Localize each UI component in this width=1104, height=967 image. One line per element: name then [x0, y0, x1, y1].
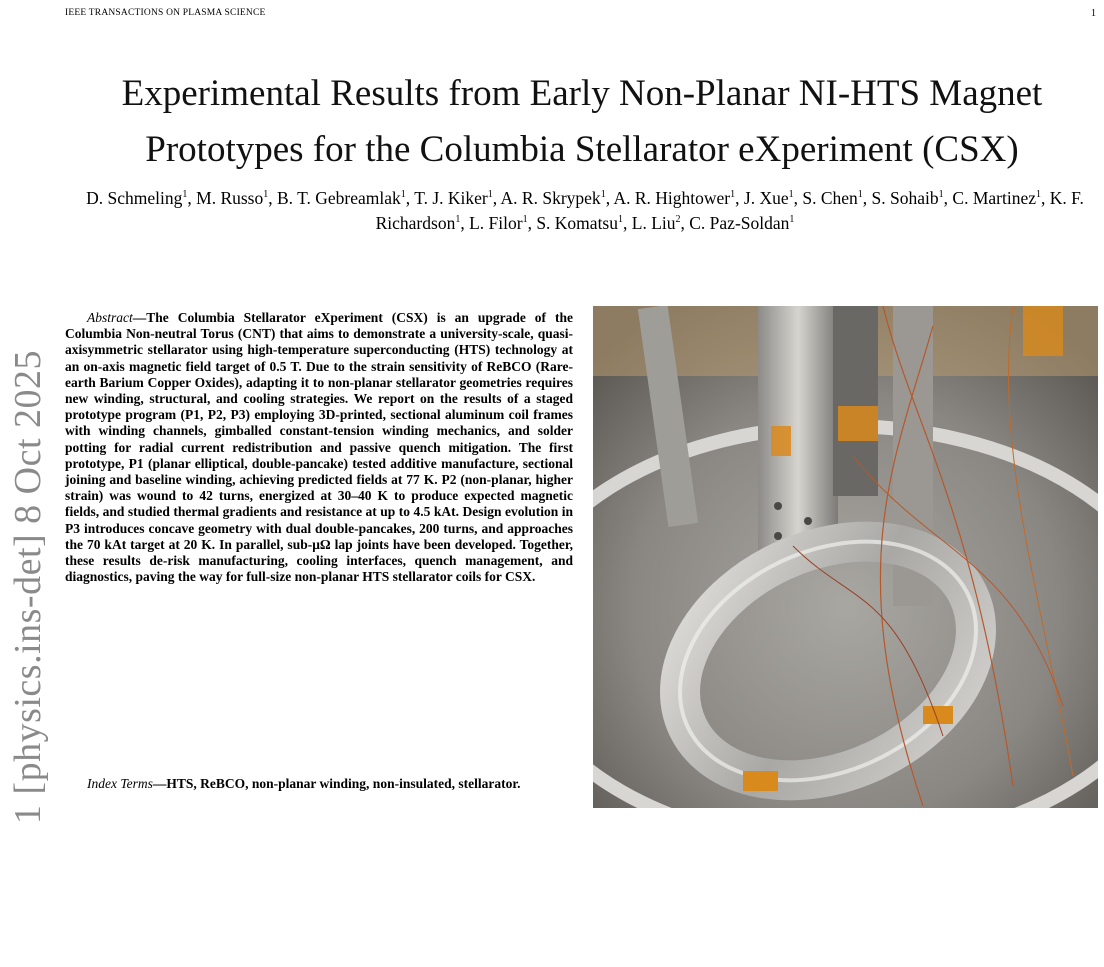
- author-affiliation: 1: [600, 189, 606, 201]
- author: [689, 213, 794, 233]
- bolt-2: [774, 532, 782, 540]
- author: [613, 188, 735, 208]
- author-name: B. T. Gebreamlak: [277, 188, 401, 208]
- author: [196, 188, 268, 208]
- author: [414, 188, 493, 208]
- author-affiliation: 1: [522, 214, 528, 226]
- author-affiliation: 1: [789, 214, 795, 226]
- author-affiliation: 1: [730, 189, 736, 201]
- abstract-dash: —: [132, 310, 147, 325]
- author: [872, 188, 944, 208]
- author: [632, 213, 681, 233]
- author: [501, 188, 606, 208]
- author-name: M. Russo: [196, 188, 264, 208]
- index-terms-text: HTS, ReBCO, non-planar winding, non-insulated, stellarator.: [166, 776, 521, 791]
- author-name: L. Filor: [469, 213, 523, 233]
- author-affiliation: 1: [938, 189, 944, 201]
- author-affiliation: 1: [788, 189, 794, 201]
- author-name: A. R. Hightower: [613, 188, 731, 208]
- photo-illustration: [593, 306, 1098, 808]
- title-line-2: Prototypes for the Columbia Stellarator eXperiment (CSX): [145, 129, 1019, 170]
- author-affiliation: 1: [400, 189, 406, 201]
- author-name: C. Martinez: [952, 188, 1036, 208]
- author: [469, 213, 527, 233]
- index-terms-heading: Index Terms: [87, 776, 153, 791]
- author-name: S. Sohaib: [871, 188, 939, 208]
- author-affiliation: 1: [182, 189, 188, 201]
- paper-title: [60, 66, 1104, 178]
- running-head: IEEE TRANSACTIONS ON PLASMA SCIENCE: [65, 8, 266, 18]
- current-lead-bar: [833, 306, 878, 496]
- kapton-tape-2: [838, 406, 878, 441]
- index-terms-dash: —: [152, 776, 167, 791]
- page-number: 1: [1091, 8, 1096, 19]
- author: [277, 188, 406, 208]
- author: [536, 213, 623, 233]
- kapton-tape-1: [771, 426, 791, 456]
- arxiv-stamp: 1 [physics.ins-det] 8 Oct 2025: [7, 349, 49, 825]
- author-affiliation: 1: [1036, 189, 1041, 201]
- author-name: K. F. Richardson: [375, 188, 1084, 233]
- author: [802, 188, 862, 208]
- kapton-tape-3: [743, 771, 778, 791]
- author: [744, 188, 794, 208]
- author-affiliation: 1: [263, 189, 269, 201]
- abstract-heading: Abstract: [87, 310, 133, 325]
- kapton-tape-5: [1023, 306, 1063, 356]
- title-line-1: Experimental Results from Early Non-Planar NI-HTS Magnet: [121, 73, 1043, 114]
- author-affiliation: 1: [618, 214, 623, 226]
- bolt-1: [774, 502, 782, 510]
- abstract-text: The Columbia Stellarator eXperiment (CSX) is an upgrade of the Columbia Non-neutral Torus (CNT) that aims to demonstrate a university-scale, quasi-axisymmetric stellarator using high-temperature superconducting (HTS) technology at an on-axis magnetic field target of 0.5 T. Due to the strain sensitivity of ReBCO (Rare-earth Barium Copper Oxides), adapting it to non-planar stellarator geometries requires new winding, structural, and cooling strategies. We report on the results of a staged prototype program (P1, P2, P3) employing 3D-printed, sectional aluminum coil frames with winding channels, gimballed constant-tension winding mechanics, and solder potting for radial current redistribution and passive quench mitigation. The first prototype, P1 (planar elliptical, double-pancake) tested additive manufacture, sectional joining and baseline winding, achieving predicted fields at 77 K. P2 (non-planar, higher strain) was wound to 42 turns, energized at 30–40 K to produce expected magnetic fields, and studied thermal gradients and resistance at up to 4.5 kAt. Design evolution in P3 introduces concave geometry with dual double-pancakes, 200 turns, and approaches the 70 kAt target at 20 K. In parallel, sub-μΩ lap joints have been developed. Together, these results de-risk manufacturing, cooling interfaces, quench management, and diagnostics, paving the way for full-size non-planar HTS stellarator coils for CSX.: [65, 310, 573, 585]
- index-terms: [65, 776, 573, 792]
- author-affiliation: 2: [675, 214, 681, 226]
- author-name: C. Paz-Soldan: [689, 213, 790, 233]
- author-name: L. Liu: [631, 213, 676, 233]
- author-name: S. Chen: [802, 188, 858, 208]
- current-lead-block: [758, 306, 838, 556]
- coil-prototype-photo: [593, 306, 1098, 808]
- author-name: D. Schmeling: [86, 188, 183, 208]
- author-name: S. Komatsu: [536, 213, 618, 233]
- author-affiliation: 1: [455, 214, 461, 226]
- author-affiliation: 1: [857, 189, 863, 201]
- author: [86, 188, 187, 208]
- author-name: T. J. Kiker: [414, 188, 488, 208]
- author-affiliation: 1: [487, 189, 493, 201]
- abstract: [65, 310, 573, 585]
- author: [952, 188, 1041, 208]
- bolt-3: [804, 517, 812, 525]
- author-name: A. R. Skrypek: [500, 188, 601, 208]
- author-list: D. Schmeling$^1$, M. Russo$^1$, B. T. Gebreamlak$^1$, T. J. Kiker$^1$, A. R. Skrypek$^1$, A. R. Hightower$^1$, J. Xue$^1$, S. Chen$^1$, S. Sohaib$^1$, C. Martinez$^1$, K. F. Richardson$^1$, L. Filor$^1$, S. Komatsu$^1$, L. Liu$^2$, C. Paz-Soldan$^1$: [86, 188, 1084, 233]
- author-name: J. Xue: [743, 188, 789, 208]
